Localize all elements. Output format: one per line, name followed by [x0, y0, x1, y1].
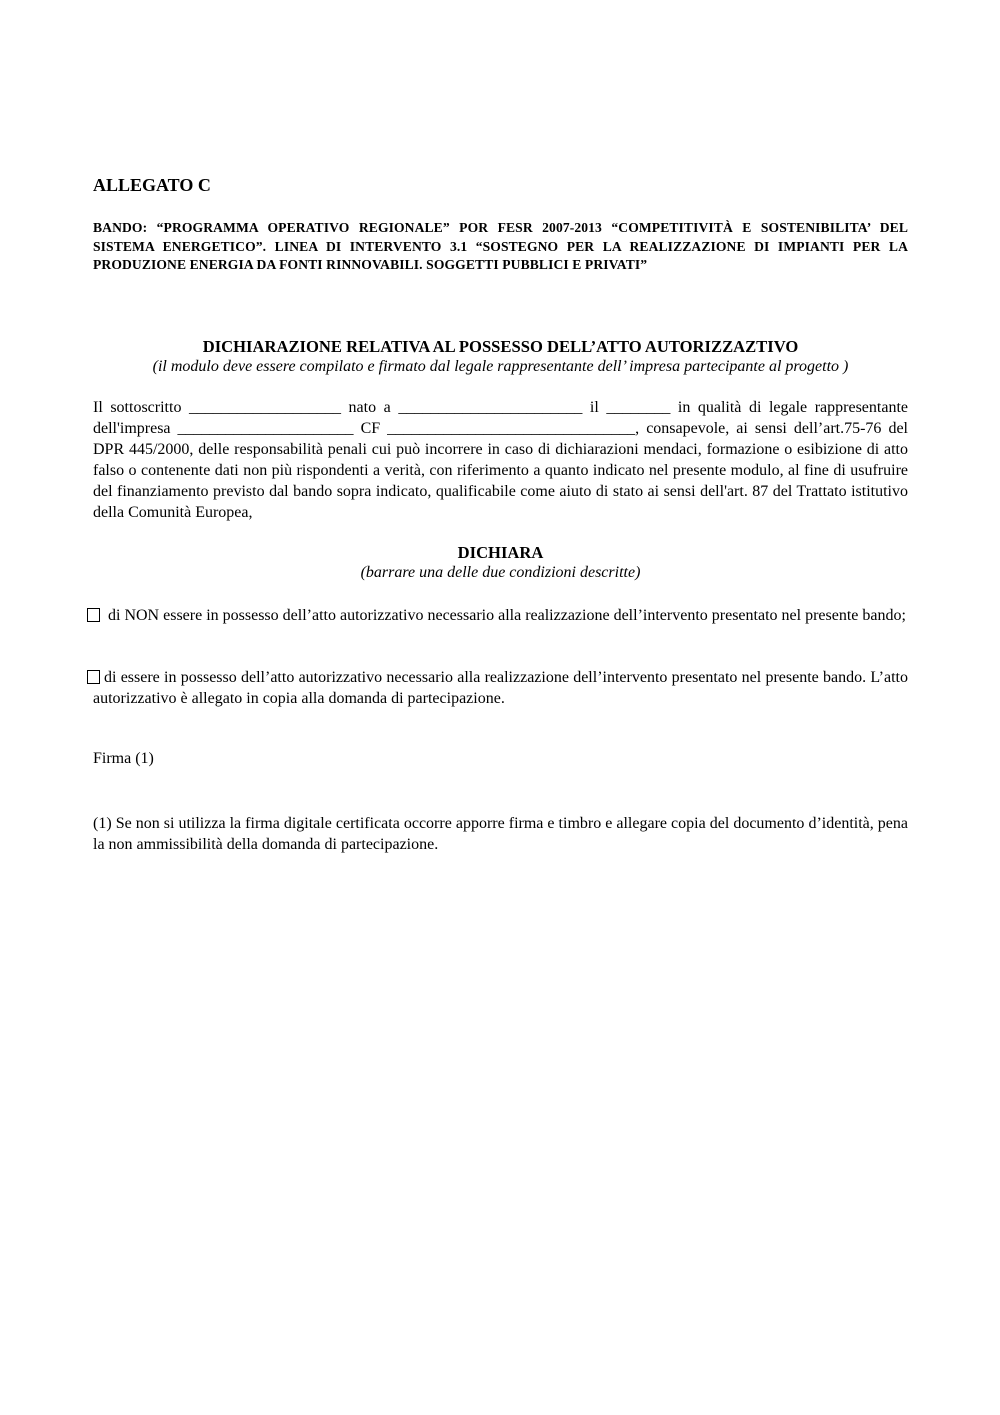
checkbox-not-in-possession[interactable] [87, 608, 100, 622]
footnote: (1) Se non si utilizza la firma digitale certificata occorre apporre firma e timbro e allegare copia del documento d’identità, pena la non ammissibilità della domanda di partecipazione. [93, 815, 908, 853]
intro-text-2: nato a [341, 399, 399, 416]
declares-heading: DICHIARA [457, 543, 544, 562]
name-field[interactable]: ___________________ [189, 399, 341, 416]
signature-label: Firma (1) [93, 750, 154, 767]
declarant-paragraph [93, 398, 908, 523]
option-in-possession-label: di essere in possesso dell’atto autorizzativo necessario alla realizzazione dell’intervento presentato nel presente bando. L’atto autorizzativo è allegato in copia alla domanda di partecipazione. [93, 669, 908, 707]
option-not-in-possession [93, 605, 908, 626]
intro-text-3: il [582, 399, 607, 416]
intro-text-1: Il sottoscritto [93, 399, 189, 416]
declares-instructions: (barrare una delle due condizioni descritte) [360, 564, 641, 581]
company-field[interactable]: ______________________ [177, 419, 354, 437]
checkbox-in-possession[interactable] [87, 670, 100, 684]
intro-text-6: , consapevole, ai sensi dell’art.75-76 del DPR 445/2000, delle responsabilità penali cui può incorrere in caso di dichiarazioni mendaci, formazione o esibizione di atto falso o contenente dati non più rispondenti a verità, con riferimento a quanto indicato nel presente modulo, al fine di usufruire del finanziamento previsto dal bando sopra indicato, qualificabile come aiuto di stato ai sensi dell'art. 87 del Trattato istitutivo della Comunità Europea, [93, 419, 908, 521]
intro-text-5: CF [353, 419, 388, 437]
intro-text-4: in qualità di legale rappresentante dell'impresa [93, 399, 908, 437]
birthdate-field[interactable]: ________ [606, 399, 671, 416]
call-title: BANDO: “PROGRAMMA OPERATIVO REGIONALE” POR FESR 2007-2013 “COMPETITIVITÀ E SOSTENIBILITA’ DEL SISTEMA ENERGETICO”. LINEA DI INTERVENTO 3.1 “SOSTEGNO PER LA REALIZZAZIONE DI IMPIANTI PER LA PRODUZIONE ENERGIA DA FONTI RINNOVABILI. SOGGETTI PUBBLICI E PRIVATI” [93, 220, 908, 273]
birthplace-field[interactable]: _______________________ [398, 399, 583, 416]
declaration-title: DICHIARAZIONE RELATIVA AL POSSESSO DELL’ATTO AUTORIZZAZTIVO [202, 337, 799, 356]
attachment-title: ALLEGATO C [93, 175, 211, 195]
declaration-instructions: (il modulo deve essere compilato e firmato dal legale rappresentante dell’ impresa partecipante al progetto ) [152, 358, 849, 375]
fiscal-code-field[interactable]: _______________________________ [387, 419, 636, 437]
option-in-possession [93, 667, 908, 709]
option-not-in-possession-label: di NON essere in possesso dell’atto autorizzativo necessario alla realizzazione dell’intervento presentato nel presente bando; [104, 607, 906, 624]
